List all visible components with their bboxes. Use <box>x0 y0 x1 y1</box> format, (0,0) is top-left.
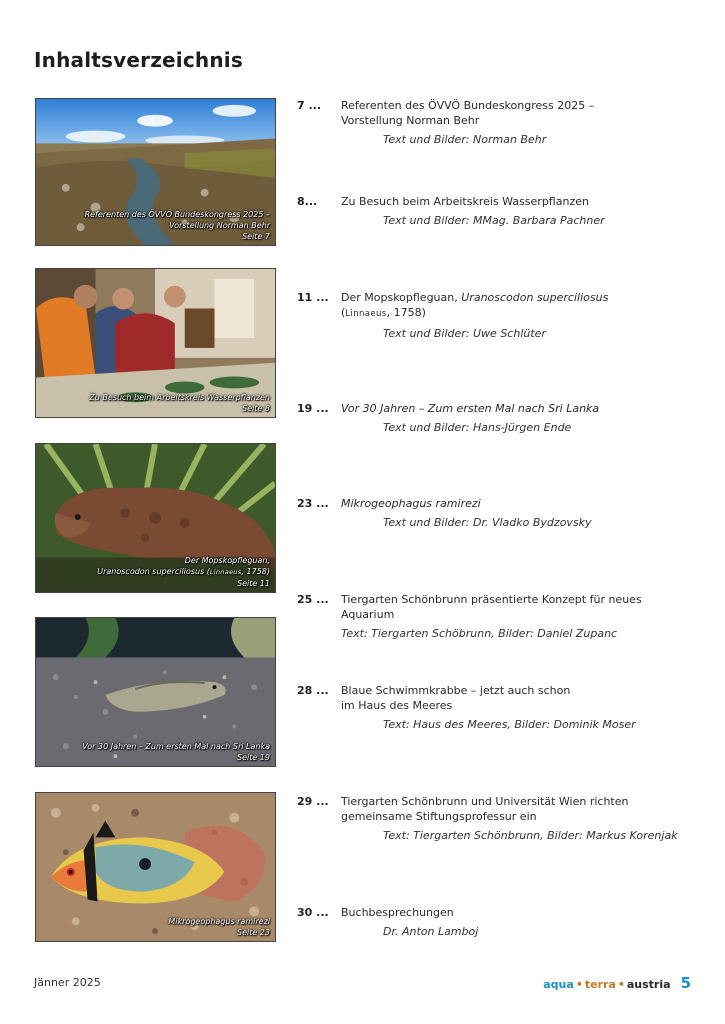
thumbnail-workshop <box>35 268 276 418</box>
toc-entry[interactable] <box>297 794 697 843</box>
thumbnail-cichlid <box>35 792 276 942</box>
toc-credit: Text: Tiergarten Schöbrunn, Bilder: Daniel Zupanc <box>341 627 618 640</box>
toc-page-number: 7 ... <box>297 99 322 112</box>
toc-title: Tiergarten Schönbrunn und Universität Wien richten gemeinsame Stiftungsprofessur ein <box>341 795 629 823</box>
thumbnail-caption: Der Mopskopfleguan, Uranoscodon superciliosus (Linnaeus, 1758) Seite 11 <box>97 556 270 588</box>
page-title: Inhaltsverzeichnis <box>34 48 243 72</box>
toc-credit: Text und Bilder: Norman Behr <box>383 133 547 146</box>
thumbnail-caption: Vor 30 Jahren – Zum ersten Mal nach Sri Lanka Seite 19 <box>82 742 270 762</box>
thumbnail-landscape <box>35 98 276 246</box>
toc-page-number: 19 ... <box>297 402 329 415</box>
brand-terra: terra <box>584 978 616 991</box>
toc-entry[interactable] <box>297 401 697 435</box>
toc-entry[interactable] <box>297 496 697 530</box>
toc-credit: Text: Tiergarten Schönbrunn, Bilder: Markus Korenjak <box>383 829 678 842</box>
thumbnail-caption: Zu Besuch beim Arbeitskreis Wasserpflanzen Seite 8 <box>89 393 270 413</box>
toc-page-number: 11 ... <box>297 291 329 304</box>
toc-title: Blaue Schwimmkrabbe – jetzt auch schon im Haus des Meeres <box>341 684 571 712</box>
brand-separator: • <box>617 978 625 991</box>
page-number: 5 <box>680 974 691 992</box>
toc-title: Vor 30 Jahren – Zum ersten Mal nach Sri Lanka <box>341 402 600 415</box>
toc-entry[interactable] <box>297 290 697 341</box>
toc-entry[interactable] <box>297 683 697 732</box>
toc-page-number: 30 ... <box>297 906 329 919</box>
toc-title: Mikrogeophagus ramirezi <box>341 497 481 510</box>
thumbnail-iguana <box>35 443 276 593</box>
toc-entry[interactable] <box>297 905 697 939</box>
toc-title: Zu Besuch beim Arbeitskreis Wasserpflanzen <box>341 195 589 208</box>
toc-entry[interactable] <box>297 194 697 228</box>
toc-entry[interactable] <box>297 592 697 641</box>
footer-brand <box>543 974 691 992</box>
footer-date: Jänner 2025 <box>34 976 101 989</box>
toc-page-number: 29 ... <box>297 795 329 808</box>
toc-credit: Text und Bilder: MMag. Barbara Pachner <box>383 214 605 227</box>
toc-page-number: 23 ... <box>297 497 329 510</box>
toc-page-number: 28 ... <box>297 684 329 697</box>
toc-credit: Text und Bilder: Dr. Vladko Bydzovsky <box>383 516 592 529</box>
toc-credit: Text und Bilder: Uwe Schlüter <box>383 327 546 340</box>
toc-title: Tiergarten Schönbrunn präsentierte Konzept für neues Aquarium <box>341 593 642 621</box>
toc-credit: Text: Haus des Meeres, Bilder: Dominik Moser <box>383 718 636 731</box>
brand-aqua: aqua <box>543 978 574 991</box>
toc-entry[interactable] <box>297 98 697 147</box>
toc-page-number: 25 ... <box>297 593 329 606</box>
brand-austria: austria <box>626 978 671 991</box>
brand-separator: • <box>575 978 583 991</box>
thumbnail-goby <box>35 617 276 767</box>
toc-credit: Dr. Anton Lamboj <box>383 925 479 938</box>
toc-title: Referenten des ÖVVÖ Bundeskongress 2025 – Vorstellung Norman Behr <box>341 99 595 127</box>
toc-page-number: 8... <box>297 195 318 208</box>
thumbnail-caption: Referenten des ÖVVÖ Bundeskongress 2025 – Vorstellung Norman Behr Seite 7 <box>84 210 270 241</box>
toc-credit: Text und Bilder: Hans-Jürgen Ende <box>383 421 572 434</box>
toc-title: Buchbesprechungen <box>341 906 454 919</box>
toc-title: Der Mopskopfleguan, Uranoscodon superciliosus (Linnaeus, 1758) <box>341 291 609 319</box>
thumbnail-caption: Mikrogeophagus ramirezi Seite 23 <box>168 917 270 937</box>
